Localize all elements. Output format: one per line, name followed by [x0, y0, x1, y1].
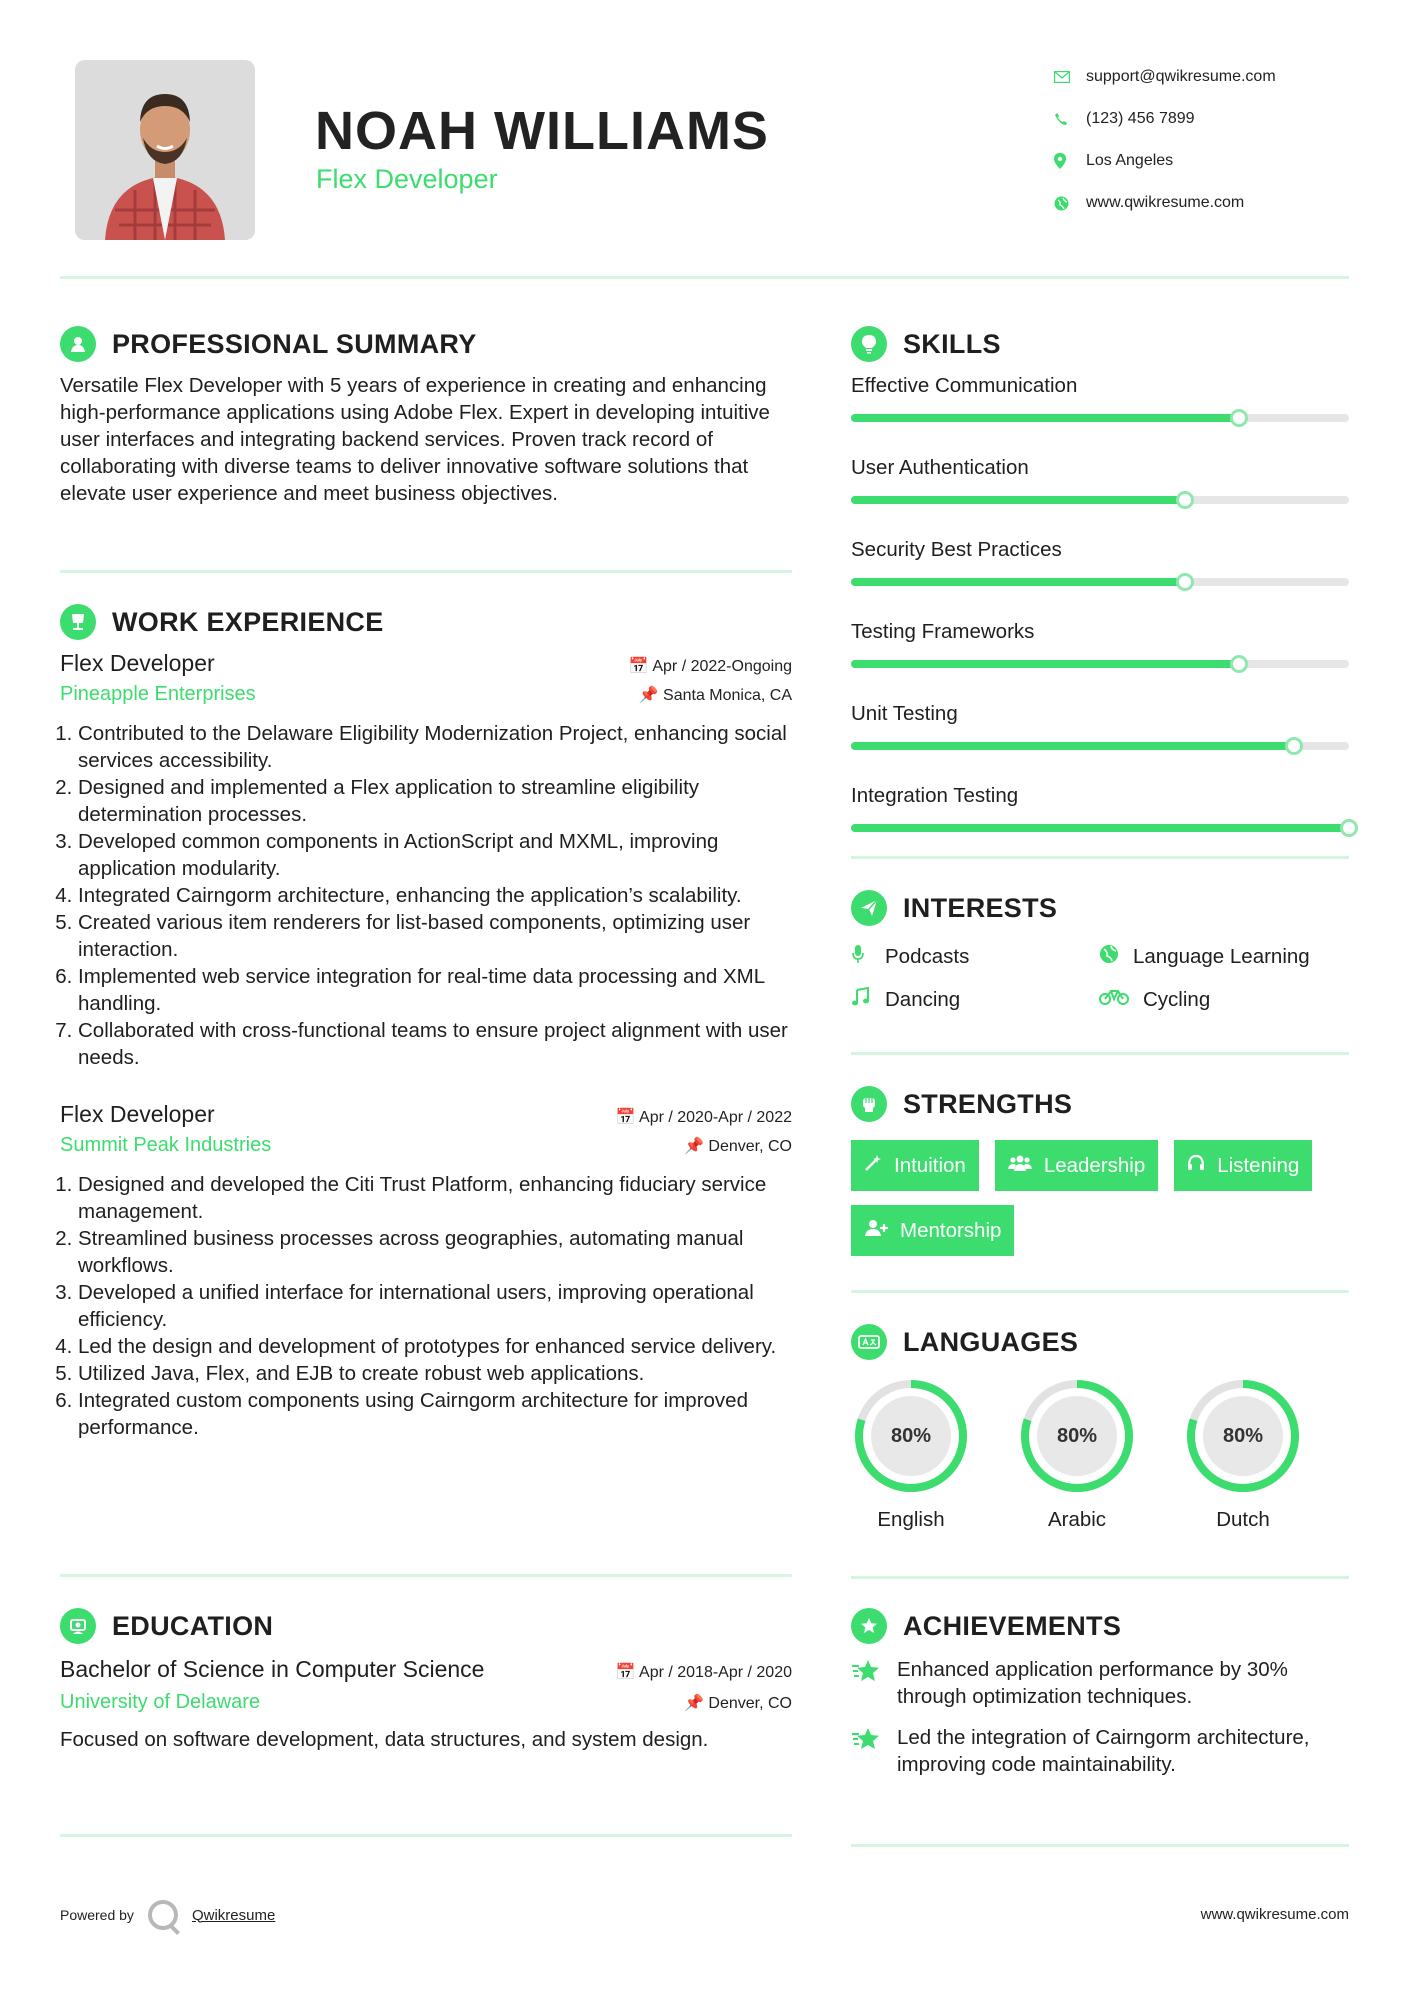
skill-name: Unit Testing	[851, 702, 958, 725]
language-item	[851, 1376, 971, 1532]
education-section	[60, 1608, 792, 1753]
music-note-icon	[851, 987, 885, 1012]
interest-label: Language Learning	[1133, 944, 1310, 968]
skill-item	[851, 784, 1349, 832]
achievement-item	[851, 1656, 1349, 1710]
powered-by-text: Powered by	[60, 1907, 134, 1923]
education-date-text: Apr / 2018-Apr / 2020	[639, 1664, 792, 1681]
experience-title: WORK EXPERIENCE	[112, 606, 384, 637]
person-avatar-icon	[75, 60, 255, 240]
achievement-text: Enhanced application performance by 30% through optimization techniques.	[897, 1658, 1288, 1708]
skills-title: SKILLS	[903, 328, 1001, 359]
user-plus-icon	[864, 1219, 888, 1242]
experience-heading	[60, 604, 792, 640]
interests-heading	[851, 890, 1349, 926]
education-text: Focused on software development, data structures, and system design.	[60, 1728, 709, 1751]
skills-heading	[851, 326, 1349, 362]
languages-list	[851, 1376, 1349, 1532]
job-header	[60, 650, 792, 677]
duty-item: 4. Integrated Cairngorm architecture, enhancing the application’s scalability.	[78, 882, 792, 909]
education-subheader	[60, 1691, 792, 1714]
duty-item: 6. Implemented web service integration for real-time data processing and XML handling.	[78, 963, 792, 1017]
contact-phone[interactable]	[1050, 98, 1370, 140]
contact-location	[1050, 140, 1370, 182]
interest-item	[851, 987, 1099, 1012]
achievements-divider	[851, 1844, 1349, 1847]
qwikresume-logo-icon	[148, 1900, 178, 1930]
achievements-heading	[851, 1608, 1349, 1644]
lightbulb-icon	[851, 326, 887, 362]
duty-item: 2. Designed and implemented a Flex application to streamline eligibility determination processes.	[78, 774, 792, 828]
education-location	[684, 1693, 792, 1713]
skills-list	[851, 374, 1349, 832]
language-name: Dutch	[1216, 1508, 1270, 1531]
skill-bar-knob	[1230, 409, 1248, 427]
summary-divider	[60, 570, 792, 573]
education-header	[60, 1656, 792, 1683]
contact-website[interactable]	[1050, 182, 1370, 224]
skill-name: Testing Frameworks	[851, 620, 1035, 643]
job-duties	[60, 1171, 792, 1441]
calendar-icon: 📅	[615, 1664, 636, 1681]
map-pin-icon	[1050, 153, 1086, 169]
skill-bar-fill	[851, 496, 1185, 504]
globe-icon	[1099, 944, 1133, 969]
duty-item: 5. Utilized Java, Flex, and EJB to create robust web applications.	[78, 1360, 792, 1387]
interests-section	[851, 890, 1349, 1012]
skill-item	[851, 702, 1349, 750]
duty-item: 3. Developed a unified interface for international users, improving operational efficiency.	[78, 1279, 792, 1333]
star-icon	[851, 1656, 897, 1690]
languages-divider	[851, 1576, 1349, 1579]
pushpin-icon: 📌	[638, 687, 659, 704]
strengths-section	[851, 1086, 1349, 1256]
header-divider	[60, 276, 1349, 279]
languages-heading	[851, 1324, 1349, 1360]
candidate-name: NOAH WILLIAMS	[315, 101, 769, 161]
strengths-divider	[851, 1290, 1349, 1293]
skill-bar-fill	[851, 660, 1239, 668]
education-divider	[60, 1834, 792, 1837]
skill-bar-track	[851, 742, 1349, 750]
interest-item	[1099, 944, 1349, 969]
languages-section	[851, 1324, 1349, 1532]
skill-item	[851, 620, 1349, 668]
language-item	[1017, 1376, 1137, 1532]
job-date-text: Apr / 2022-Ongoing	[652, 658, 792, 675]
strength-label: Intuition	[894, 1153, 966, 1177]
achievements-title: ACHIEVEMENTS	[903, 1610, 1122, 1641]
contact-phone-text: (123) 456 7899	[1086, 110, 1195, 127]
graduate-icon	[60, 1608, 96, 1644]
paper-plane-icon	[851, 890, 887, 926]
language-percent: 80%	[1222, 1424, 1264, 1447]
skill-bar-fill	[851, 742, 1294, 750]
skill-bar-track	[851, 578, 1349, 586]
skill-bar-knob	[1285, 737, 1303, 755]
skill-bar-fill	[851, 414, 1239, 422]
star-badge-icon	[851, 1608, 887, 1644]
job-subheader	[60, 1134, 792, 1157]
calendar-icon: 📅	[628, 658, 649, 675]
envelope-icon	[1050, 71, 1086, 83]
skill-item	[851, 456, 1349, 504]
strength-tag	[851, 1205, 1014, 1256]
skill-bar-knob	[1176, 491, 1194, 509]
strength-label: Listening	[1217, 1153, 1300, 1177]
degree-title: Bachelor of Science in Computer Science	[60, 1656, 485, 1682]
skills-divider	[851, 856, 1349, 859]
magic-wand-icon	[864, 1154, 882, 1177]
bicycle-icon	[1099, 988, 1143, 1011]
education-location-text: Denver, CO	[708, 1695, 792, 1712]
job-date	[616, 1107, 792, 1127]
duty-item: 7. Collaborated with cross-functional teams to ensure project alignment with user needs.	[78, 1017, 792, 1071]
language-percent: 80%	[1056, 1424, 1098, 1447]
star-icon	[851, 1724, 897, 1758]
contact-list	[1050, 56, 1370, 224]
languages-title: LANGUAGES	[903, 1326, 1079, 1357]
skill-bar-knob	[1230, 655, 1248, 673]
skill-bar-track	[851, 660, 1349, 668]
achievement-text: Led the integration of Cairngorm architecture, improving code maintainability.	[897, 1726, 1310, 1776]
language-percent: 80%	[890, 1424, 932, 1447]
duty-item: 5. Created various item renderers for list-based components, optimizing user interaction.	[78, 909, 792, 963]
duty-item: 4. Led the design and development of prototypes for enhanced service delivery.	[78, 1333, 792, 1360]
interests-grid	[851, 944, 1349, 1012]
duty-item: 3. Developed common components in ActionScript and MXML, improving application modularity.	[78, 828, 792, 882]
strengths-list	[851, 1140, 1349, 1256]
language-item	[1183, 1376, 1303, 1532]
achievements-section	[851, 1608, 1349, 1778]
skill-name: Security Best Practices	[851, 538, 1062, 561]
candidate-role: Flex Developer	[316, 164, 498, 194]
duty-item: 2. Streamlined business processes across geographies, automating manual workflows.	[78, 1225, 792, 1279]
skill-name: User Authentication	[851, 456, 1029, 479]
skill-bar-knob	[1176, 573, 1194, 591]
company-name: Pineapple Enterprises	[60, 683, 256, 705]
job-title: Flex Developer	[60, 650, 215, 676]
education-date	[616, 1662, 792, 1682]
duty-item: 1. Contributed to the Delaware Eligibility Modernization Project, enhancing social services accessibility.	[78, 720, 792, 774]
experience-section	[60, 604, 792, 1441]
strength-tag	[995, 1140, 1158, 1191]
interests-title: INTERESTS	[903, 892, 1058, 923]
strength-tag	[1174, 1140, 1312, 1191]
contact-email[interactable]	[1050, 56, 1370, 98]
contact-location-text: Los Angeles	[1086, 152, 1174, 169]
education-title: EDUCATION	[112, 1610, 274, 1641]
language-name: English	[877, 1508, 945, 1531]
language-name: Arabic	[1047, 1508, 1107, 1531]
headphones-icon	[1187, 1154, 1205, 1177]
skill-bar-track	[851, 824, 1349, 832]
language-card-icon	[851, 1324, 887, 1360]
fist-icon	[851, 1086, 887, 1122]
job-header	[60, 1101, 792, 1128]
strength-label: Mentorship	[900, 1218, 1002, 1242]
summary-title: PROFESSIONAL SUMMARY	[112, 328, 477, 359]
job-date-text: Apr / 2020-Apr / 2022	[639, 1109, 792, 1126]
contact-website-text: www.qwikresume.com	[1086, 194, 1245, 211]
company-name: Summit Peak Industries	[60, 1134, 272, 1156]
skill-name: Effective Communication	[851, 374, 1078, 397]
job-title: Flex Developer	[60, 1101, 215, 1127]
strengths-title: STRENGTHS	[903, 1088, 1073, 1119]
language-ring	[1183, 1376, 1303, 1496]
user-icon	[60, 326, 96, 362]
duty-item: 6. Integrated custom components using Cairngorm architecture for improved performance.	[78, 1387, 792, 1441]
job-location-text: Santa Monica, CA	[663, 687, 792, 704]
summary-section	[60, 326, 792, 507]
interest-label: Dancing	[885, 987, 961, 1011]
language-ring	[1017, 1376, 1137, 1496]
strength-tag	[851, 1140, 979, 1191]
pushpin-icon: 📌	[684, 1138, 704, 1155]
contact-email-text: support@qwikresume.com	[1086, 68, 1276, 85]
calendar-icon: 📅	[615, 1109, 636, 1126]
skill-item	[851, 374, 1349, 422]
skill-bar-track	[851, 414, 1349, 422]
microphone-icon	[851, 944, 885, 969]
job-duties	[60, 720, 792, 1071]
skill-bar-fill	[851, 578, 1185, 586]
summary-text: Versatile Flex Developer with 5 years of experience in creating and enhancing high-performance applications using Adobe Flex. Expert in developing intuitive user interfaces and integrating backend services. Proven track record of collaborating with diverse teams to deliver innovative software solutions that elevate user experience and meet business objectives.	[60, 374, 770, 505]
interests-divider	[851, 1052, 1349, 1055]
achievement-item	[851, 1724, 1349, 1778]
profile-photo	[75, 60, 255, 240]
language-ring	[851, 1376, 971, 1496]
skill-bar-knob	[1340, 819, 1358, 837]
skills-section	[851, 326, 1349, 866]
interest-label: Cycling	[1143, 987, 1211, 1011]
job-entry	[60, 1101, 792, 1441]
job-date	[629, 656, 792, 676]
interest-item	[851, 944, 1099, 969]
interest-label: Podcasts	[885, 944, 970, 968]
interest-item	[1099, 987, 1349, 1012]
school-name: University of Delaware	[60, 1691, 261, 1713]
education-heading	[60, 1608, 792, 1644]
job-location	[684, 1136, 792, 1156]
brand-link[interactable]: Qwikresume	[191, 1906, 276, 1924]
job-entry	[60, 650, 792, 1071]
phone-icon	[1050, 112, 1086, 126]
job-location-text: Denver, CO	[708, 1138, 792, 1155]
users-icon	[1008, 1154, 1032, 1177]
experience-divider	[60, 1574, 792, 1577]
duty-item: 1. Designed and developed the Citi Trust Platform, enhancing fiduciary service management.	[78, 1171, 792, 1225]
skill-bar-fill	[851, 824, 1349, 832]
briefcase-icon	[60, 604, 96, 640]
job-subheader	[60, 683, 792, 706]
footer-powered-by	[60, 1900, 275, 1930]
job-location	[639, 685, 792, 705]
strengths-heading	[851, 1086, 1349, 1122]
skill-bar-track	[851, 496, 1349, 504]
strength-label: Leadership	[1043, 1153, 1146, 1177]
skill-item	[851, 538, 1349, 586]
globe-icon	[1050, 196, 1086, 211]
summary-heading	[60, 326, 792, 362]
pushpin-icon: 📌	[684, 1695, 704, 1712]
footer-url[interactable]: www.qwikresume.com	[1200, 1906, 1349, 1923]
skill-name: Integration Testing	[851, 784, 1019, 807]
